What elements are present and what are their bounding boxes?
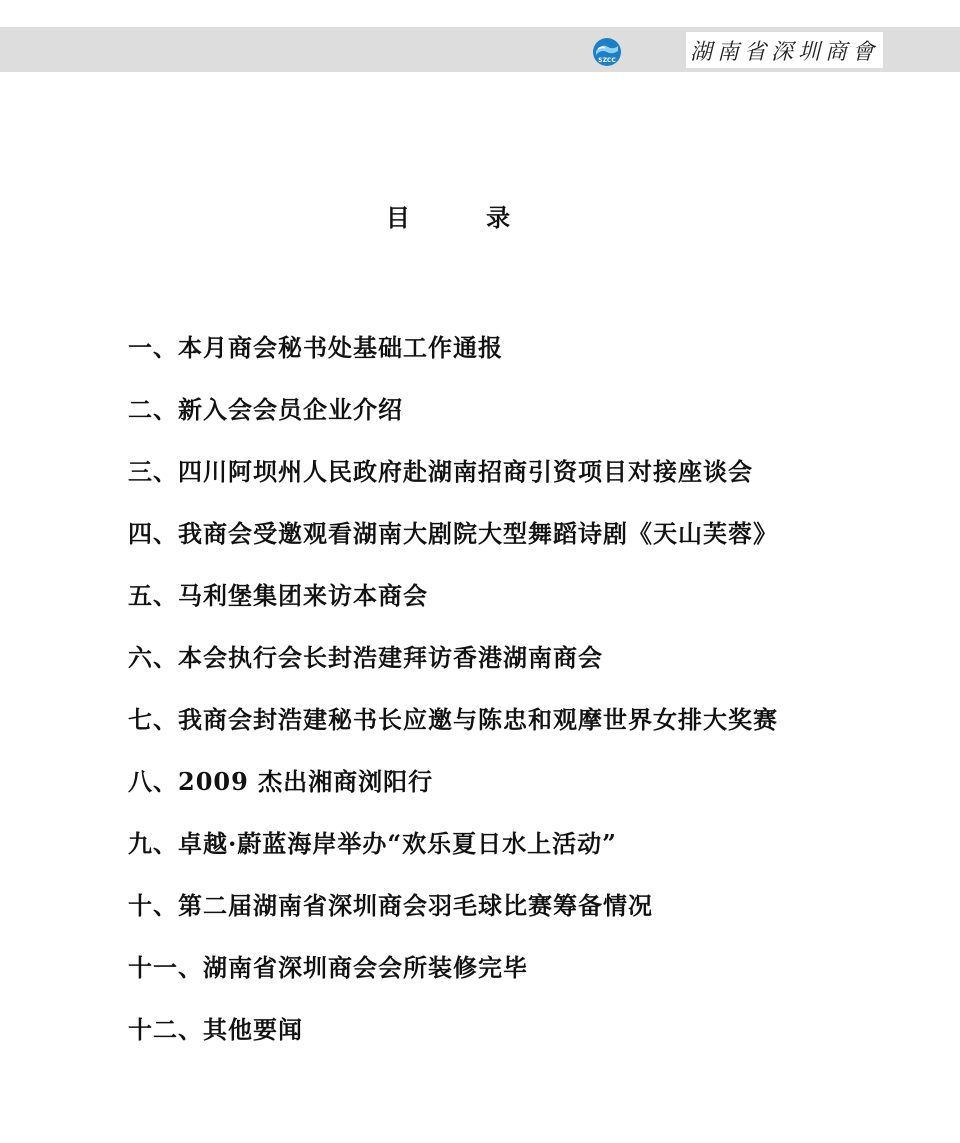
logo-text: SZCC — [598, 57, 616, 64]
toc-item[interactable]: 一、本月商会秘书处基础工作通报 — [128, 332, 503, 362]
toc-item[interactable]: 五、马利堡集团来访本商会 — [128, 580, 428, 610]
toc-item[interactable]: 二、新入会会员企业介绍 — [128, 394, 403, 424]
page-title: 目 录 — [385, 203, 545, 232]
table-of-contents — [128, 314, 778, 1058]
toc-item[interactable]: 三、四川阿坝州人民政府赴湖南招商引资项目对接座谈会 — [128, 456, 753, 486]
toc-item[interactable]: 六、本会执行会长封浩建拜访香港湖南商会 — [128, 642, 603, 672]
org-name: 湖南省深圳商會 — [686, 32, 883, 68]
toc-item[interactable]: 九、卓越·蔚蓝海岸举办“欢乐夏日水上活动” — [128, 828, 617, 858]
szcc-logo-icon — [592, 37, 622, 67]
toc-item[interactable]: 十一、湖南省深圳商会会所装修完毕 — [128, 952, 528, 982]
toc-item[interactable]: 十二、其他要闻 — [128, 1014, 303, 1044]
toc-item[interactable]: 四、我商会受邀观看湖南大剧院大型舞蹈诗剧《天山芙蓉》 — [128, 518, 778, 548]
toc-item[interactable]: 十、第二届湖南省深圳商会羽毛球比赛筹备情况 — [128, 890, 653, 920]
toc-item[interactable]: 七、我商会封浩建秘书长应邀与陈忠和观摩世界女排大奖赛 — [128, 704, 778, 734]
toc-item[interactable]: 八、2009 杰出湘商浏阳行 — [128, 766, 434, 796]
